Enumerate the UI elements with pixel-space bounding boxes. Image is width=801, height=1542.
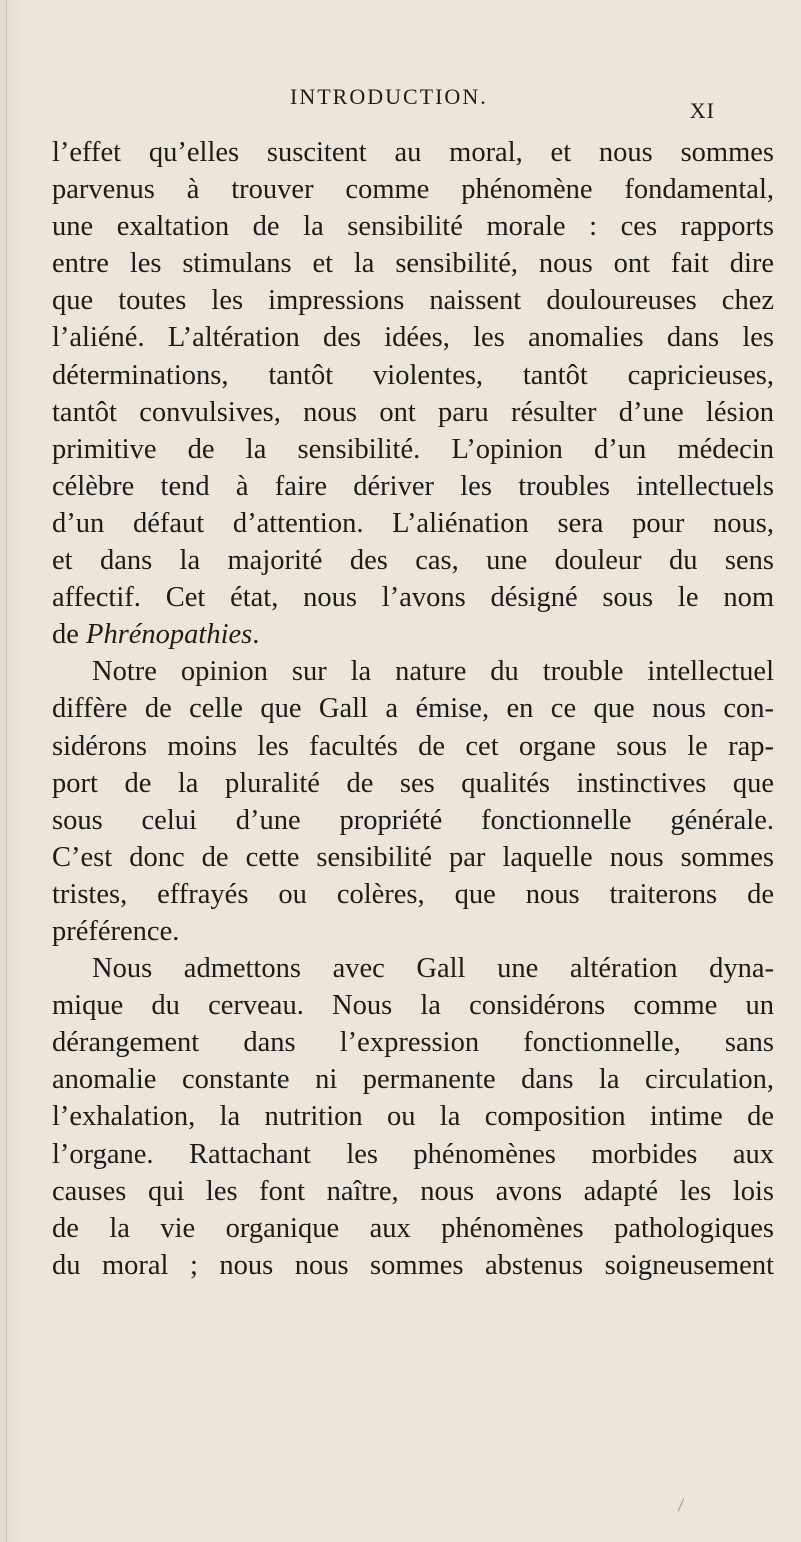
closing-suffix: .: [252, 619, 260, 651]
text-line: parvenus à trouver comme phénomène fondamental,: [52, 174, 774, 206]
page-number: XI: [689, 98, 715, 123]
paragraph-1: [52, 134, 774, 653]
text-line: entre les stimulans et la sensibilité, nous ont fait dire: [52, 248, 774, 280]
text-line: célèbre tend à faire dériver les troubles intellectuels: [52, 470, 774, 502]
text-line: sous celui d’une propriété fonctionnelle générale.: [52, 804, 774, 836]
closing-prefix: de: [52, 619, 87, 651]
text-line: d’un défaut d’attention. L’aliénation sera pour nous,: [52, 507, 774, 539]
text-line: anomalie constante ni permanente dans la circulation,: [52, 1064, 774, 1096]
running-title: INTRODUCTION.: [290, 84, 488, 109]
text-line: une exaltation de la sensibilité morale : ces rapports: [52, 211, 774, 243]
stray-ink-mark: [678, 1498, 694, 1515]
paragraph-2: [52, 653, 774, 950]
text-line: déterminations, tantôt violentes, tantôt capricieuses,: [52, 359, 774, 391]
text-line: l’effet qu’elles suscitent au moral, et nous sommes: [52, 137, 774, 168]
text-line: sidérons moins les facultés de cet organe sous le rap-: [52, 730, 774, 762]
text-line: l’exhalation, la nutrition ou la composition intime de: [52, 1101, 774, 1133]
page-gutter-shadow: [6, 0, 7, 1542]
text-line: primitive de la sensibilité. L’opinion d’un médecin: [52, 433, 774, 465]
text-line: et dans la majorité des cas, une douleur du sens: [52, 545, 774, 577]
text-line: l’aliéné. L’altération des idées, les anomalies dans les: [52, 322, 774, 354]
text-line: tantôt convulsives, nous ont paru résulter d’une lésion: [52, 396, 774, 428]
paragraph-3: [52, 950, 774, 1284]
text-line: affectif. Cet état, nous l’avons désigné sous le nom: [52, 582, 774, 614]
text-line: de la vie organique aux phénomènes pathologiques: [52, 1212, 774, 1244]
text-line: causes qui les font naître, nous avons adapté les lois: [52, 1175, 774, 1207]
text-line: tristes, effrayés ou colères, que nous traiterons de: [52, 878, 774, 910]
text-line: du moral ; nous nous sommes abstenus soigneusement: [52, 1249, 774, 1281]
text-line: que toutes les impressions naissent douloureuses chez: [52, 285, 774, 317]
text-line: port de la pluralité de ses qualités instinctives que: [52, 767, 774, 799]
term-phrenopathies: Phrénopathies: [86, 619, 253, 651]
text-line: Nous admettons avec Gall une altération dyna-: [92, 953, 774, 985]
text-line: Notre opinion sur la nature du trouble intellectuel: [92, 656, 774, 688]
text-line: C’est donc de cette sensibilité par laquelle nous sommes: [52, 841, 774, 873]
text-line: l’organe. Rattachant les phénomènes morbides aux: [52, 1138, 774, 1170]
text-line: mique du cerveau. Nous la considérons comme un: [52, 990, 774, 1022]
text-line-closing: [52, 616, 774, 653]
body-text: [52, 134, 774, 1284]
text-line: préférence.: [52, 915, 180, 947]
text-line: dérangement dans l’expression fonctionnelle, sans: [52, 1027, 774, 1059]
text-line: diffère de celle que Gall a émise, en ce que nous con-: [52, 693, 774, 725]
